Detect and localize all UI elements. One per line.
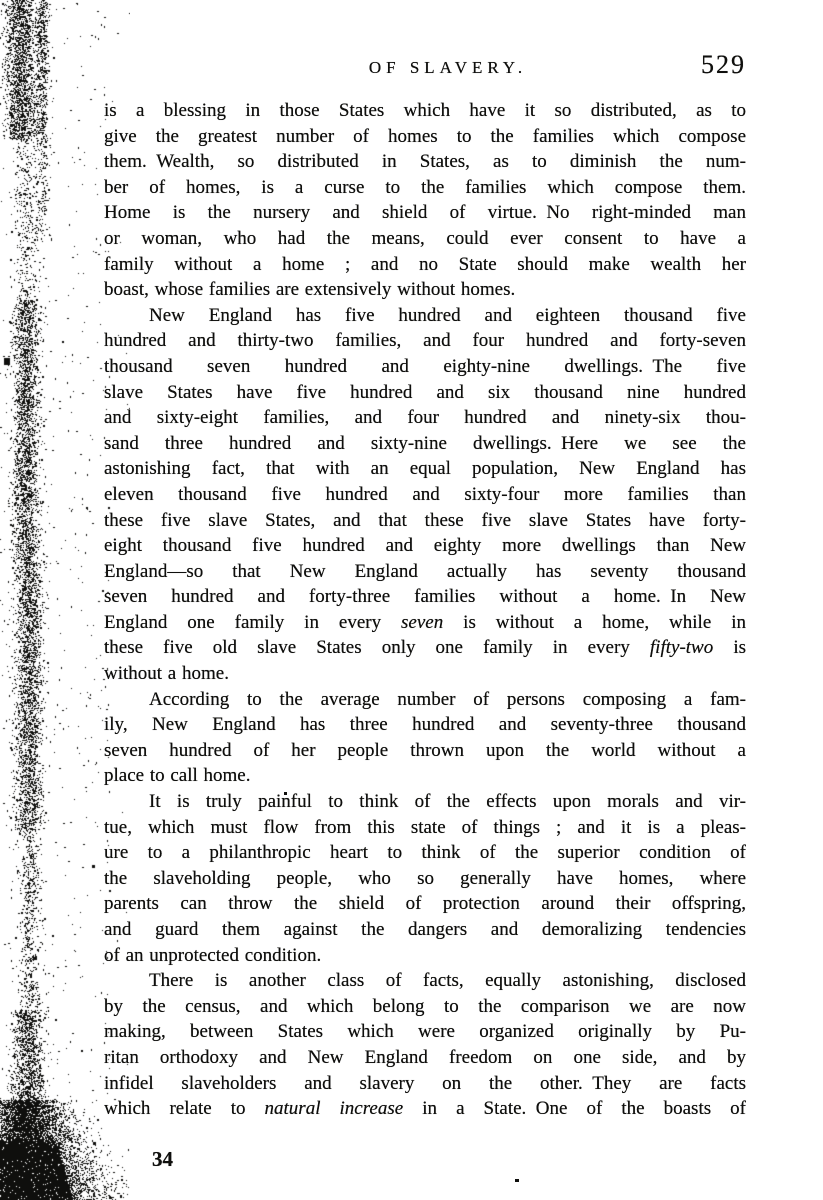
text-line: It is truly painful to think of the effects upon morals and vir- <box>149 791 746 813</box>
text-line: tue, which must flow from this state of things ; and it is a pleas- <box>104 816 746 838</box>
text-line: the slaveholding people, who so generally have homes, where <box>104 867 746 889</box>
paragraph <box>104 789 746 968</box>
text-line: hundred and thirty-two families, and four hundred and forty-seven <box>104 330 746 352</box>
text-line: without a home. <box>104 663 229 685</box>
paragraph <box>104 303 746 687</box>
text-line: astonishing fact, that with an equal population, New England has <box>104 458 746 480</box>
text-line: by the census, and which belong to the comparison we are now <box>104 995 746 1017</box>
text-line: sand three hundred and sixty-nine dwellings. Here we see the <box>104 432 746 454</box>
text-line: these five old slave States only one family in every fifty-two is <box>104 637 746 659</box>
text-line: which relate to natural increase in a State. One of the boasts of <box>104 1098 746 1120</box>
text-line: Home is the nursery and shield of virtue. No right-minded man <box>104 202 746 224</box>
text-line: ber of homes, is a curse to the families which compose them. <box>104 176 746 198</box>
text-line: place to call home. <box>104 765 251 787</box>
text-line: eleven thousand five hundred and sixty-four more families than <box>104 483 746 505</box>
text-line: New England has five hundred and eighteen thousand five <box>149 304 746 326</box>
text-line: England—so that New England actually has seventy thousand <box>104 560 746 582</box>
text-line: seven hundred and forty-three families without a home. In New <box>104 586 746 608</box>
paragraph <box>104 968 746 1122</box>
text-line: them. Wealth, so distributed in States, as to diminish the num- <box>104 151 746 173</box>
text-line: boast, whose families are extensively without homes. <box>104 279 516 301</box>
text-line: England one family in every seven is without a home, while in <box>104 611 746 633</box>
text-line: of an unprotected condition. <box>104 944 322 966</box>
text-line: and sixty-eight families, and four hundred and ninety-six thou- <box>104 407 746 429</box>
text-line: ily, New England has three hundred and seventy-three thousand <box>104 714 746 736</box>
text-line: give the greatest number of homes to the families which compose <box>104 125 746 147</box>
text-line: and guard them against the dangers and demoralizing tendencies <box>104 919 746 940</box>
text-line: According to the average number of persons composing a fam- <box>149 688 746 710</box>
signature-mark: 34 <box>152 1147 173 1171</box>
running-header-title: OF SLAVERY. <box>368 58 528 77</box>
text-line: or woman, who had the means, could ever consent to have a <box>104 227 746 249</box>
page-body <box>104 98 746 1122</box>
text-line: thousand seven hundred and eighty-nine dwellings. The five <box>104 355 746 377</box>
text-line: There is another class of facts, equally astonishing, disclosed <box>149 970 746 992</box>
paragraph <box>104 98 746 303</box>
paragraph <box>104 687 746 789</box>
text-line: seven hundred of her people thrown upon the world without a <box>104 739 746 761</box>
text-line: parents can throw the shield of protection around their offspring, <box>104 893 746 915</box>
text-line: family without a home ; and no State should make wealth her <box>104 253 746 275</box>
running-header <box>104 50 746 82</box>
text-line: ritan orthodoxy and New England freedom on one side, and by <box>104 1046 746 1068</box>
text-line: is a blessing in those States which have it so distributed, as to <box>104 100 746 121</box>
text-line: eight thousand five hundred and eighty more dwellings than New <box>104 535 746 557</box>
text-line: making, between States which were organized originally by Pu- <box>104 1021 746 1043</box>
text-line: ure to a philanthropic heart to think of the superior condition of <box>104 842 746 864</box>
ink-speck <box>515 1179 519 1182</box>
page-number: 529 <box>701 50 746 79</box>
text-line: infidel slaveholders and slavery on the other. They are facts <box>104 1072 746 1094</box>
text-line: slave States have five hundred and six thousand nine hundred <box>104 381 746 403</box>
text-line: these five slave States, and that these five slave States have forty- <box>104 509 746 531</box>
